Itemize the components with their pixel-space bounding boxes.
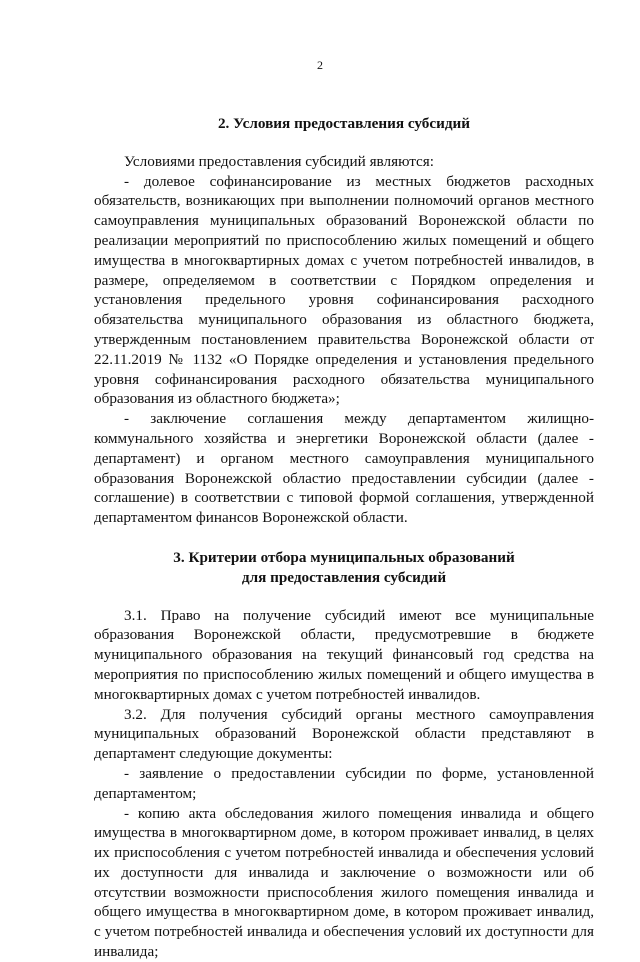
clause-3-2: 3.2. Для получения субсидий органы местного самоуправления муниципальных образований Воронежской области представляют в департамент следующие документы: <box>94 705 594 763</box>
section-3-heading <box>94 548 594 588</box>
section-2-item-agreement: - заключение соглашения между департаментом жилищно-коммунального хозяйства и энергетики Воронежской области (далее - департамент) и органом местного самоуправления муниципального образования Воронежской областио предоставлении субсидии (далее - соглашение) в соответствии с типовой формой соглашения, утвержденной департаментом финансов Воронежской области. <box>94 410 594 527</box>
document-body <box>94 114 594 962</box>
section-3-heading-line-2: для предоставления субсидий <box>241 568 447 586</box>
section-3-heading-line-1: 3. Критерии отбора муниципальных образований <box>173 548 515 566</box>
section-2-heading: 2. Условия предоставления субсидий <box>217 115 471 132</box>
section-2-item-cofinancing: - долевое софинансирование из местных бюджетов расходных обязательств, возникающих при выполнении полномочий органов местного самоуправления муниципальных образований Воронежской области по реализации мероприятий по приспособлению жилых помещений и общего имущества в многоквартирных домах с учетом потребностей инвалидов, в размере, определяемом в соответствии с Порядком определения и установления предельного уровня софинансирования расходного обязательства муниципального образования из областного бюджета, утвержденным постановлением правительства Воронежской области от 22.11.2019 № 1132 «О Порядке определения и установления предельного уровня софинансирования расходного обязательства муниципального образования из областного бюджета»; <box>94 172 594 408</box>
section-2-intro: Условиями предоставления субсидий являются: <box>124 152 434 170</box>
clause-3-2-item-application: - заявление о предоставлении субсидии по форме, установленной департаментом; <box>94 764 594 802</box>
clause-3-2-item-inspection-act: - копию акта обследования жилого помещения инвалида и общего имущества в многоквартирном доме, в котором проживает инвалид, в целях их приспособления с учетом потребностей инвалида и обеспечения условий их доступности для инвалида и заключение о возможности или об отсутствии возможности приспособления жилого помещения инвалида и общего имущества в многоквартирном доме, в котором проживает инвалид, с учетом потребностей инвалида и обеспечения условий их доступности для инвалида; <box>94 804 594 961</box>
page-number: 2 <box>317 58 323 72</box>
clause-3-1: 3.1. Право на получение субсидий имеют все муниципальные образования Воронежской области, предусмотревшие в бюджете муниципального образования на текущий финансовый год средства на мероприятия по приспособлению жилых помещений и общего имущества в многоквартирных домах с учетом потребностей инвалидов. <box>94 606 594 703</box>
